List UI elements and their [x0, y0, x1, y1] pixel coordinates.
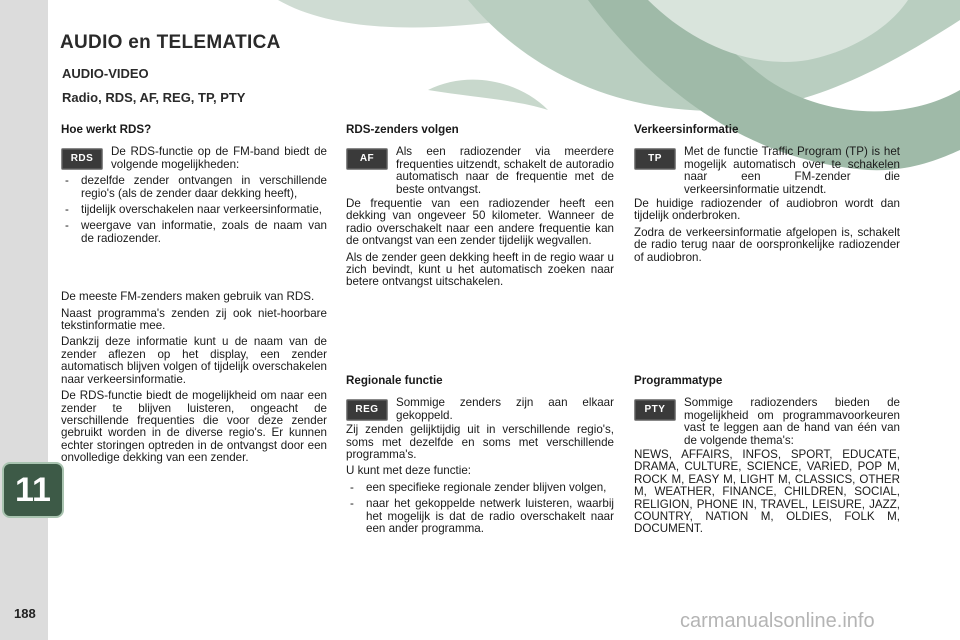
paragraph: U kunt met deze functie: — [346, 464, 472, 478]
paragraph: De meeste FM-zenders maken gebruik van RDS. — [61, 290, 315, 304]
paragraph: Zodra de verkeersinformatie afgelopen is, schakelt de radio terug naar de oorspronkelijke radiozender of audiobron. — [634, 225, 900, 264]
heading-pty: Programmatype — [634, 374, 723, 387]
list-item: - een specifieke regionale zender blijven volgen, — [346, 482, 614, 494]
paragraph: De RDS-functie biedt de mogelijkheid om naar een zender te blijven luisteren, ongeacht de verschillende frequenties die voor deze zender gebruikt worden in de diverse regio's. Er kunnen echter storingen optreden in de ontvangst door een onvolledige dekking van een zender. — [61, 389, 327, 465]
tp-intro — [634, 146, 900, 196]
section-title: AUDIO-VIDEO — [62, 66, 149, 81]
tp-intro-text: Met de functie Traffic Program (TP) is het mogelijk automatisch over te schakelen naar een FM-zender die verkeersinformatie uitzendt. — [684, 145, 900, 196]
rds-button-icon: RDS — [61, 148, 103, 170]
paragraph: Als de zender geen dekking heeft in de regio waar u zich bevindt, kunt u het automatisch zoeken naar betere ontvangst uitschakelen. — [346, 250, 614, 289]
section-subtitle: Radio, RDS, AF, REG, TP, PTY — [62, 90, 246, 105]
af-intro-text: Als een radiozender via meerdere frequenties uitzendt, schakelt de autoradio automatisch naar de frequentie met de beste ontvangst. — [396, 145, 614, 196]
heading-af: RDS-zenders volgen — [346, 123, 459, 136]
column-af — [346, 124, 614, 293]
reg-intro-text: Sommige zenders zijn aan elkaar gekoppeld. — [396, 396, 614, 422]
heading-rds: Hoe werkt RDS? — [61, 123, 152, 136]
page-title: AUDIO en TELEMATICA — [60, 32, 281, 53]
pty-button-icon: PTY — [634, 399, 676, 421]
paragraph: De huidige radiozender of audiobron wordt dan tijdelijk onderbroken. — [634, 197, 900, 223]
page-number: 188 — [14, 606, 36, 621]
column-pty — [634, 375, 900, 540]
heading-reg: Regionale functie — [346, 374, 443, 387]
heading-tp: Verkeersinformatie — [634, 123, 739, 136]
rds-list — [61, 175, 327, 245]
column-tp — [634, 124, 900, 268]
rds-intro — [61, 146, 327, 171]
watermark: carmanualsonline.info — [680, 610, 875, 632]
page-sidebar — [0, 0, 48, 640]
paragraph: NEWS, AFFAIRS, INFOS, SPORT, EDUCATE, DRAMA, CULTURE, SCIENCE, VARIED, POP M, ROCK M, EASY M, LIGHT M, CLASSICS, OTHER M, WEATHER, FINANCE, CHILDREN, SOCIAL, RELIGION, PHONE IN, TRAVEL, LEISURE, JAZZ, COUNTRY, NATION M, OLDIES, FOLK M, DOCUMENT. — [634, 448, 900, 536]
paragraph: Dankzij deze informatie kunt u de naam van de zender aflezen op het display, een zender automatisch blijven volgen of tijdelijk overschakelen naar verkeersinformatie. — [61, 335, 327, 386]
pty-intro-text: Sommige radiozenders bieden de mogelijkheid om programmavoorkeuren vast te leggen aan de hand van één van de volgende thema's: — [684, 396, 900, 447]
list-item: - weergave van informatie, zoals de naam van de radiozender. — [61, 220, 327, 245]
list-item: - dezelfde zender ontvangen in verschillende regio's (als de zender daar dekking heeft), — [61, 175, 327, 200]
af-button-icon: AF — [346, 148, 388, 170]
column-rds — [61, 124, 327, 469]
reg-intro — [346, 397, 614, 422]
tp-button-icon: TP — [634, 148, 676, 170]
pty-intro — [634, 397, 900, 447]
af-intro — [346, 146, 614, 196]
paragraph: Naast programma's zenden zij ook niet-hoorbare tekstinformatie mee. — [61, 306, 327, 333]
chapter-badge: 11 — [2, 462, 64, 518]
reg-button-icon: REG — [346, 399, 388, 421]
list-item: - naar het gekoppelde netwerk luisteren, waarbij het mogelijk is dat de radio overschakelt naar een ander programma. — [346, 498, 614, 535]
list-item: - tijdelijk overschakelen naar verkeersinformatie, — [61, 204, 327, 216]
reg-list — [346, 482, 614, 536]
rds-intro-text: De RDS-functie op de FM-band biedt de volgende mogelijkheden: — [111, 145, 327, 171]
column-reg — [346, 375, 614, 539]
paragraph: Zij zenden gelijktijdig uit in verschillende regio's, soms met dezelfde en soms met verschillende programma's. — [346, 423, 614, 462]
paragraph: De frequentie van een radiozender heeft een dekking van ongeveer 50 kilometer. Wanneer de radio overschakelt naar een andere frequentie kan de ontvangst van een zender tijdelijk wegvallen. — [346, 197, 614, 248]
